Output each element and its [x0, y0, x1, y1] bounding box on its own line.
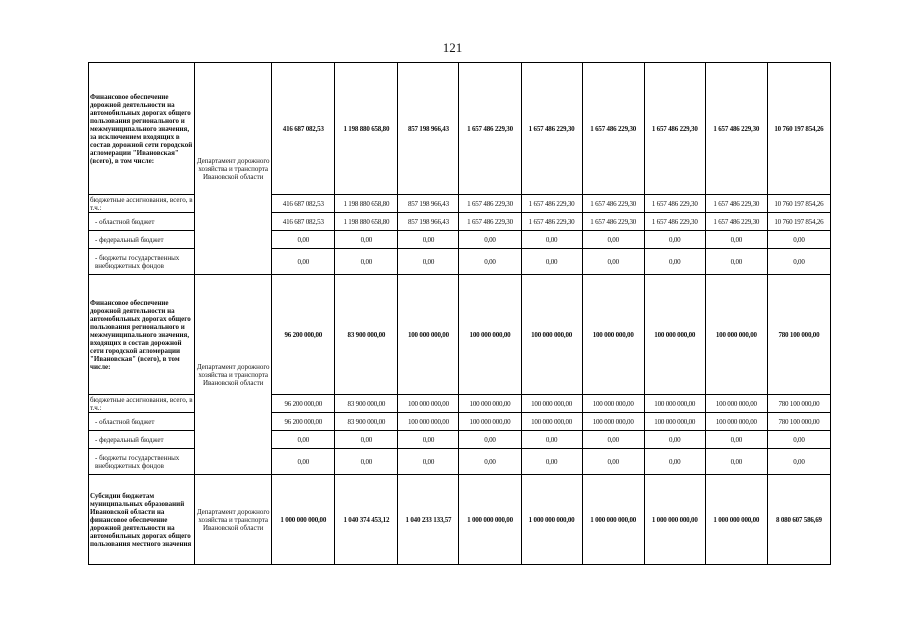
cell: 0,00 [644, 449, 705, 475]
cell: 0,00 [521, 449, 582, 475]
cell: 1 198 880 658,80 [335, 213, 398, 231]
cell: 0,00 [335, 449, 398, 475]
s1-main-v0: 416 687 082,53 [272, 63, 335, 195]
cell: 0,00 [582, 249, 644, 275]
cell: 1 657 486 229,30 [705, 195, 767, 213]
cell: 780 100 000,00 [767, 395, 830, 413]
cell: 10 760 197 854,26 [767, 213, 830, 231]
cell: 10 760 197 854,26 [767, 195, 830, 213]
cell: 0,00 [705, 449, 767, 475]
cell: 1 657 486 229,30 [521, 195, 582, 213]
cell: 0,00 [705, 431, 767, 449]
cell: 0,00 [705, 231, 767, 249]
cell: 1 657 486 229,30 [644, 213, 705, 231]
cell: 100 000 000,00 [644, 413, 705, 431]
cell: 0,00 [644, 431, 705, 449]
cell: 96 200 000,00 [272, 395, 335, 413]
s2-main-v5: 100 000 000,00 [582, 275, 644, 395]
row-label: - бюджеты государственных внебюджетных фондов [89, 249, 195, 275]
cell: 0,00 [335, 231, 398, 249]
cell: 0,00 [767, 231, 830, 249]
s3-main-v4: 1 000 000 000,00 [521, 475, 582, 565]
cell: 100 000 000,00 [705, 395, 767, 413]
s1-main-v8: 10 760 197 854,26 [767, 63, 830, 195]
cell: 1 657 486 229,30 [582, 213, 644, 231]
s2-main-v3: 100 000 000,00 [459, 275, 521, 395]
page-number: 121 [442, 40, 463, 55]
s2-main-v0: 96 200 000,00 [272, 275, 335, 395]
cell: 0,00 [644, 231, 705, 249]
cell: 0,00 [767, 431, 830, 449]
s1-main-v2: 857 198 966,43 [398, 63, 459, 195]
s1-main-v4: 1 657 486 229,30 [521, 63, 582, 195]
cell: 100 000 000,00 [398, 413, 459, 431]
s3-main-v7: 1 000 000 000,00 [705, 475, 767, 565]
cell: 1 198 880 658,80 [335, 195, 398, 213]
cell: 1 657 486 229,30 [459, 195, 521, 213]
section3-main-row [89, 475, 831, 565]
s1-main-v3: 1 657 486 229,30 [459, 63, 521, 195]
cell: 0,00 [398, 449, 459, 475]
row-label: бюджетные ассигнования, всего, в т.ч.: [89, 395, 195, 413]
cell: 0,00 [459, 249, 521, 275]
s2-main-v7: 100 000 000,00 [705, 275, 767, 395]
cell: 0,00 [705, 249, 767, 275]
s3-main-v6: 1 000 000 000,00 [644, 475, 705, 565]
cell: 0,00 [582, 231, 644, 249]
s2-main-v8: 780 100 000,00 [767, 275, 830, 395]
row-label: - областной бюджет [89, 413, 195, 431]
s1-main-v1: 1 198 880 658,80 [335, 63, 398, 195]
cell: 0,00 [272, 449, 335, 475]
s2-main-v6: 100 000 000,00 [644, 275, 705, 395]
cell: 1 657 486 229,30 [705, 213, 767, 231]
s3-main-v1: 1 040 374 453,12 [335, 475, 398, 565]
cell: 0,00 [459, 431, 521, 449]
cell: 0,00 [767, 449, 830, 475]
cell: 0,00 [335, 431, 398, 449]
cell: 100 000 000,00 [582, 413, 644, 431]
cell: 416 687 082,53 [272, 195, 335, 213]
cell: 0,00 [459, 449, 521, 475]
cell: 0,00 [398, 231, 459, 249]
s1-main-v6: 1 657 486 229,30 [644, 63, 705, 195]
cell: 0,00 [521, 249, 582, 275]
cell: 0,00 [644, 249, 705, 275]
cell: 100 000 000,00 [582, 395, 644, 413]
cell: 416 687 082,53 [272, 213, 335, 231]
cell: 100 000 000,00 [521, 413, 582, 431]
s2-main-v2: 100 000 000,00 [398, 275, 459, 395]
s3-main-v5: 1 000 000 000,00 [582, 475, 644, 565]
s3-main-v0: 1 000 000 000,00 [272, 475, 335, 565]
section2-main-row [89, 275, 831, 395]
section3-title: Субсидии бюджетам муниципальных образований Ивановской области на финансовое обеспечение дорожной деятельности на автомобильных дорогах общего пользования местного значения [89, 475, 195, 565]
section1-executor: Департамент дорожного хозяйства и транспорта Ивановской области [195, 63, 272, 275]
cell: 100 000 000,00 [459, 395, 521, 413]
s2-main-v4: 100 000 000,00 [521, 275, 582, 395]
cell: 100 000 000,00 [521, 395, 582, 413]
s3-main-v3: 1 000 000 000,00 [459, 475, 521, 565]
cell: 1 657 486 229,30 [459, 213, 521, 231]
s1-main-v7: 1 657 486 229,30 [705, 63, 767, 195]
s1-main-v5: 1 657 486 229,30 [582, 63, 644, 195]
cell: 1 657 486 229,30 [521, 213, 582, 231]
s3-main-v8: 8 080 607 586,69 [767, 475, 830, 565]
cell: 0,00 [767, 249, 830, 275]
cell: 0,00 [272, 249, 335, 275]
section2-title: Финансовое обеспечение дорожной деятельности на автомобильных дорогах общего пользования регионального и межмуниципального значения, входящих в состав дорожной сети городской агломерации "Ивановская" (всего), в том числе: [89, 275, 195, 395]
cell: 0,00 [398, 249, 459, 275]
section2-executor: Департамент дорожного хозяйства и транспорта Ивановской области [195, 275, 272, 475]
cell: 100 000 000,00 [644, 395, 705, 413]
cell: 0,00 [272, 431, 335, 449]
row-label: - федеральный бюджет [89, 231, 195, 249]
section1-title: Финансовое обеспечение дорожной деятельности на автомобильных дорогах общего пользования регионального и межмуниципального значения, за исключением входящих в состав дорожной сети городской агломерации "Ивановская" (всего), в том числе: [89, 63, 195, 195]
cell: 0,00 [398, 431, 459, 449]
section1-main-row [89, 63, 831, 195]
row-label: - областной бюджет [89, 213, 195, 231]
cell: 0,00 [272, 231, 335, 249]
cell: 100 000 000,00 [705, 413, 767, 431]
cell: 0,00 [582, 431, 644, 449]
section3-executor: Департамент дорожного хозяйства и транспорта Ивановской области [195, 475, 272, 565]
cell: 0,00 [521, 231, 582, 249]
cell: 0,00 [582, 449, 644, 475]
row-label: - бюджеты государственных внебюджетных фондов [89, 449, 195, 475]
row-label: бюджетные ассигнования, всего, в т.ч.: [89, 195, 195, 213]
cell: 83 900 000,00 [335, 413, 398, 431]
cell: 0,00 [335, 249, 398, 275]
cell: 1 657 486 229,30 [582, 195, 644, 213]
budget-table [88, 62, 831, 565]
cell: 83 900 000,00 [335, 395, 398, 413]
row-label: - федеральный бюджет [89, 431, 195, 449]
s3-main-v2: 1 040 233 133,57 [398, 475, 459, 565]
cell: 96 200 000,00 [272, 413, 335, 431]
cell: 100 000 000,00 [398, 395, 459, 413]
cell: 1 657 486 229,30 [644, 195, 705, 213]
cell: 0,00 [521, 431, 582, 449]
cell: 857 198 966,43 [398, 195, 459, 213]
cell: 857 198 966,43 [398, 213, 459, 231]
cell: 100 000 000,00 [459, 413, 521, 431]
s2-main-v1: 83 900 000,00 [335, 275, 398, 395]
cell: 0,00 [459, 231, 521, 249]
cell: 780 100 000,00 [767, 413, 830, 431]
